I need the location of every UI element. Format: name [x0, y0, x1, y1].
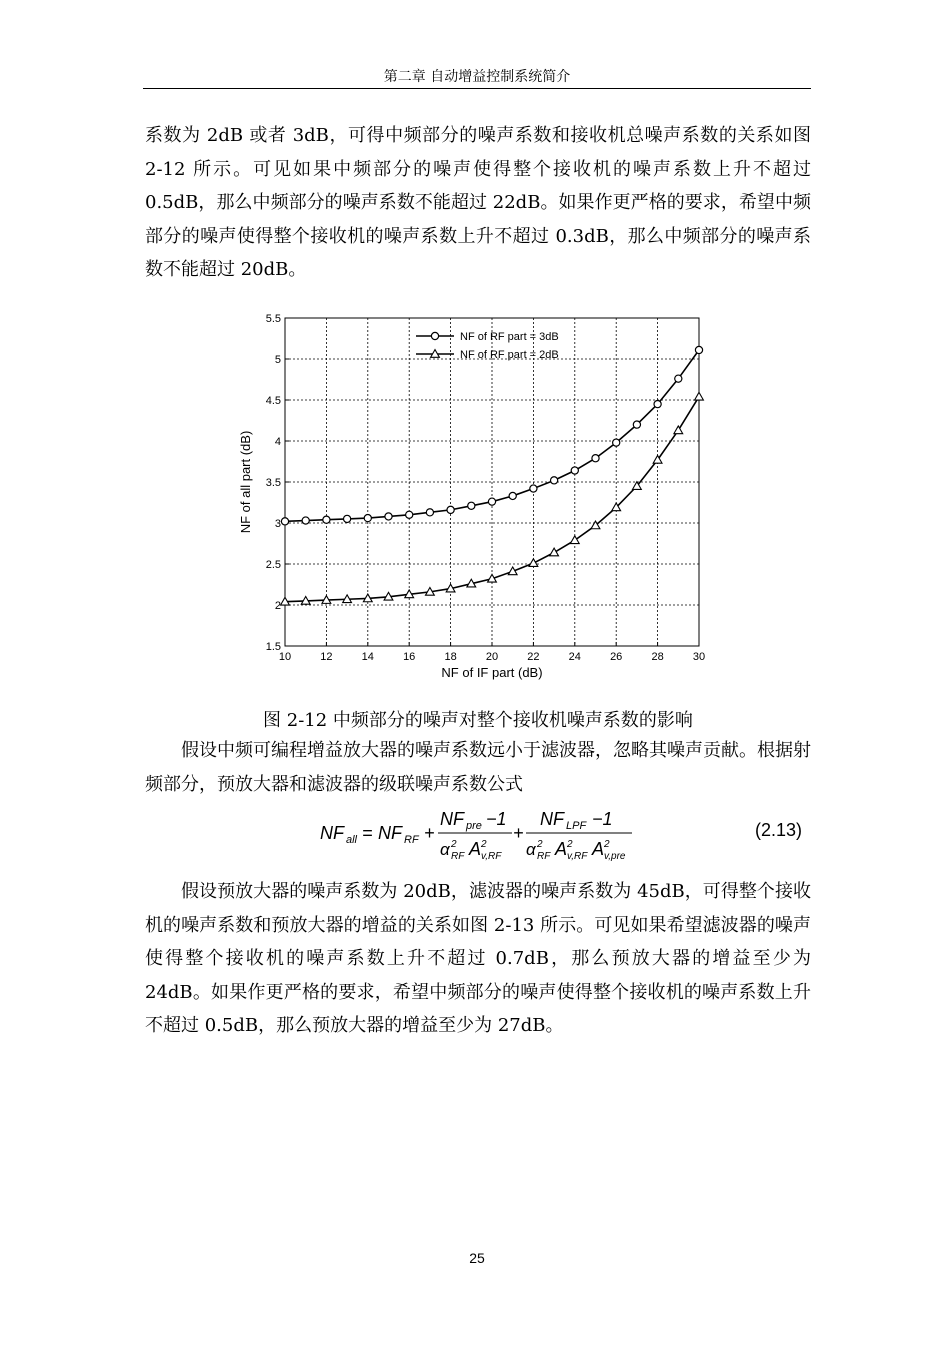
eq-plus-1: + — [424, 823, 435, 843]
series-1-point — [530, 485, 537, 492]
series-1-point — [613, 439, 620, 446]
x-tick-label: 16 — [403, 651, 416, 663]
paragraph-1-text: 系数为 2dB 或者 3dB，可得中频部分的噪声系数和接收机总噪声系数的关系如图 2-12 所示。可见如果中频部分的噪声使得整个接收机的噪声系数上升不超过 0.5dB，那么中频部分的噪声系数不能超过 22dB。如果作更严格的要求，希望中频部分的噪声使得整个接收机的噪声系数上升不超过 0.3dB，那么中频部分的噪声系数不能超过 20dB。 — [145, 125, 811, 280]
series-1-point — [406, 511, 413, 518]
series-2-point — [674, 426, 683, 434]
eq-minus-1: −1 — [486, 809, 507, 829]
eq-equals: = — [362, 823, 373, 843]
eq-lhs: NF — [320, 823, 344, 843]
paragraph-3-text: 假设预放大器的噪声系数为 20dB，滤波器的噪声系数为 45dB，可得整个接收机的噪声系数和预放大器的增益的关系如图 2-13 所示。可见如果希望滤波器的噪声使得整个接收机的噪声系数上升不超过 0.7dB，那么预放大器的增益至少为 24dB。如果作更严格的要求，希望中频部分的噪声使得整个接收机的噪声系数上升不超过 0.5dB，那么预放大器的增益至少为 27dB。 — [145, 881, 811, 1036]
series-1-point — [488, 498, 495, 505]
eq-n1-sub: pre — [466, 820, 482, 832]
eq-a-2: A — [555, 839, 568, 859]
x-tick-label: 18 — [444, 651, 457, 663]
series-1-point — [654, 401, 661, 408]
series-1-point — [426, 509, 433, 516]
series-1-point — [344, 515, 351, 522]
eq-a-3-sub: v,pre — [604, 851, 626, 862]
eq-alpha-1-sub: RF — [451, 851, 465, 862]
eq-alpha-2: α — [526, 840, 536, 859]
eq-a-3: A — [592, 839, 605, 859]
eq-a-3-sq: 2 — [604, 839, 610, 850]
figure-caption: 图 2-12 中频部分的噪声对整个接收机噪声系数的影响 — [263, 710, 693, 731]
eq-plus-2: + — [513, 823, 524, 843]
series-1-point — [675, 375, 682, 382]
x-tick-label: 10 — [278, 651, 292, 663]
x-tick-label: 26 — [610, 651, 623, 663]
noise-figure-chart — [238, 307, 718, 685]
equation-number: (2.13) — [755, 820, 803, 840]
series-1-point — [385, 513, 392, 520]
series-2-point — [570, 536, 579, 544]
series-2-point — [529, 559, 538, 567]
y-tick-label: 4.5 — [265, 395, 281, 407]
legend-marker-1 — [431, 332, 438, 339]
figure-2-12 — [238, 307, 718, 685]
eq-n2: NF — [540, 809, 564, 829]
y-tick-label: 2.5 — [265, 559, 281, 571]
paragraph-3 — [145, 875, 811, 1043]
y-tick-label: 5 — [274, 354, 281, 366]
x-tick-label: 30 — [692, 651, 706, 663]
series-1-point — [509, 492, 516, 499]
series-1-point — [302, 517, 309, 524]
series-2-point — [695, 392, 704, 400]
eq-n1: NF — [440, 809, 464, 829]
eq-t1-sub: RF — [404, 834, 419, 846]
y-tick-label: 4 — [274, 436, 281, 448]
eq-alpha-2-sub: RF — [537, 851, 551, 862]
y-tick-label: 2 — [274, 600, 281, 612]
x-axis-label: NF of IF part (dB) — [441, 665, 543, 680]
x-tick-label: 20 — [485, 651, 499, 663]
eq-lhs-sub: all — [346, 834, 358, 846]
series-1-point — [551, 477, 558, 484]
eq-alpha-1: α — [440, 840, 450, 859]
eq-t1: NF — [378, 823, 402, 843]
eq-alpha-2-sq: 2 — [537, 839, 543, 850]
series-1-point — [468, 502, 475, 509]
x-tick-label: 14 — [361, 651, 374, 663]
eq-a-2-sub: v,RF — [567, 851, 588, 862]
eq-a-1: A — [469, 839, 482, 859]
paragraph-2-text: 假设中频可编程增益放大器的噪声系数远小于滤波器，忽略其噪声贡献。根据射频部分，预放大器和滤波器的级联噪声系数公式 — [145, 740, 811, 795]
x-tick-label: 22 — [527, 651, 540, 663]
series-1-point — [571, 467, 578, 474]
eq-a-2-sq: 2 — [567, 839, 573, 850]
y-axis-label: NF of all part (dB) — [238, 430, 253, 534]
series-1-point — [281, 518, 288, 525]
series-1-point — [323, 516, 330, 523]
series-1-point — [364, 514, 371, 521]
eq-n2-sub: LPF — [566, 820, 587, 832]
equation-2-13 — [320, 803, 640, 863]
paragraph-1 — [145, 119, 811, 287]
legend-label-2: NF of RF part = 2dB — [460, 349, 559, 361]
eq-a-1-sq: 2 — [481, 839, 487, 850]
series-1-point — [592, 455, 599, 462]
x-tick-label: 28 — [651, 651, 664, 663]
paragraph-2 — [145, 734, 811, 801]
page-number: 25 — [469, 1250, 485, 1266]
series-1-point — [447, 506, 454, 513]
eq-alpha-1-sq: 2 — [451, 839, 457, 850]
legend-label-1: NF of RF part = 3dB — [460, 331, 559, 343]
equation-svg — [320, 803, 640, 863]
eq-minus-2: −1 — [592, 809, 613, 829]
x-tick-label: 24 — [568, 651, 581, 663]
header-rule — [143, 88, 811, 89]
y-tick-label: 5.5 — [265, 313, 281, 325]
y-tick-label: 3 — [274, 518, 281, 530]
eq-a-1-sub: v,RF — [481, 851, 502, 862]
y-tick-label: 1.5 — [265, 641, 281, 653]
series-1-point — [633, 421, 640, 428]
series-1-point — [695, 346, 702, 353]
y-tick-label: 3.5 — [265, 477, 281, 489]
page-header: 第二章 自动增益控制系统简介 — [383, 69, 571, 85]
x-tick-label: 12 — [320, 651, 333, 663]
series-2-point — [550, 548, 559, 556]
